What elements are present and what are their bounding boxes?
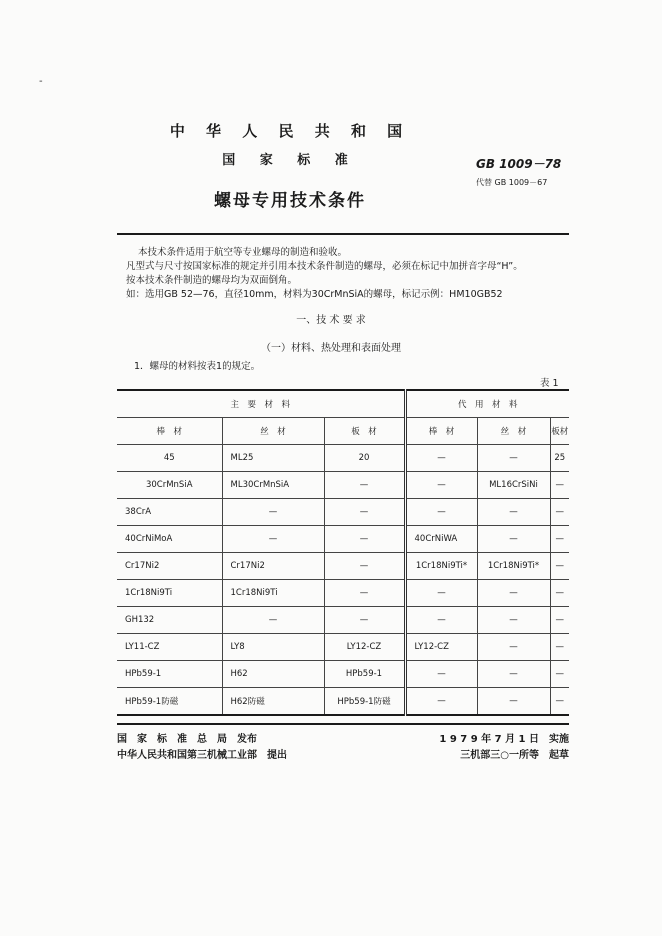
table-row (117, 580, 569, 607)
cell-wire-substitute: — (477, 445, 550, 472)
cell-bar-substitute: 1Cr18Ni9Ti* (405, 553, 477, 580)
document-title: 螺母专用技术条件 (214, 191, 366, 211)
col-header-wire: 丝 材 (222, 418, 324, 445)
cell-plate: — (324, 526, 405, 553)
standard-code: GB 1009－78 (476, 157, 562, 171)
cell-plate-substitute: — (550, 607, 569, 634)
country-heading: 中 华 人 民 共 和 国 (169, 122, 411, 140)
table-row (117, 472, 569, 499)
cell-wire: — (222, 499, 324, 526)
cell-wire: — (222, 607, 324, 634)
subsection-heading: （一）材料、热处理和表面处理 (261, 343, 401, 354)
cell-plate: LY12-CZ (324, 634, 405, 661)
col-header-plate-substitute: 板材 (550, 418, 569, 445)
cell-plate-substitute: — (550, 526, 569, 553)
group-header-substitute: 代 用 材 料 (405, 390, 569, 418)
cell-plate-substitute: — (550, 472, 569, 499)
col-header-bar-substitute: 棒 材 (405, 418, 477, 445)
replaces-code: 代替 GB 1009－67 (476, 178, 548, 187)
cell-bar: 38CrA (117, 499, 222, 526)
cell-plate: HPb59-1 (324, 661, 405, 688)
effective-date: 1 9 7 9 年 7 月 1 日 实施 (439, 734, 569, 745)
intro-paragraph-3: 按本技术条件制造的螺母均为双面倒角。 (126, 275, 298, 286)
cell-bar: 45 (117, 445, 222, 472)
cell-plate: — (324, 553, 405, 580)
cell-bar: 30CrMnSiA (117, 472, 222, 499)
table-label: 表 1 (540, 378, 559, 389)
cell-plate: — (324, 499, 405, 526)
cell-wire-substitute: — (477, 688, 550, 716)
cell-wire: LY8 (222, 634, 324, 661)
cell-plate: — (324, 580, 405, 607)
cell-bar-substitute: — (405, 688, 477, 716)
col-header-plate: 板 材 (324, 418, 405, 445)
intro-paragraph-4: 如：选用GB 52—76，直径10mm，材料为30CrMnSiA的螺母，标记示例：HM10GB52 (126, 289, 503, 300)
standard-type-heading: 国 家 标 准 (222, 153, 358, 168)
item-1: 1．螺母的材料按表1的规定。 (134, 361, 261, 372)
proposer: 中华人民共和国第三机械工业部 提出 (117, 750, 287, 761)
col-header-bar: 棒 材 (117, 418, 222, 445)
drafter: 三机部三○一所等 起草 (460, 750, 569, 761)
cell-wire: Cr17Ni2 (222, 553, 324, 580)
header-rule (117, 233, 569, 235)
intro-paragraph-2: 凡型式与尺寸按国家标准的规定并引用本技术条件制造的螺母，必须在标记中加拼音字母“H”。 (126, 261, 523, 272)
cell-bar: HPb59-1防磁 (117, 688, 222, 716)
cell-plate-substitute: — (550, 580, 569, 607)
cell-wire-substitute: — (477, 607, 550, 634)
cell-bar: 40CrNiMoA (117, 526, 222, 553)
cell-bar-substitute: — (405, 661, 477, 688)
section-heading: 一、技 术 要 求 (296, 315, 366, 326)
cell-bar: GH132 (117, 607, 222, 634)
intro-paragraph-1: 本技术条件适用于航空等专业螺母的制造和验收。 (138, 247, 348, 258)
table-row (117, 526, 569, 553)
cell-bar-substitute: — (405, 499, 477, 526)
cell-wire: H62 (222, 661, 324, 688)
cell-wire-substitute: 1Cr18Ni9Ti* (477, 553, 550, 580)
cell-wire-substitute: ML16CrSiNi (477, 472, 550, 499)
cell-wire: — (222, 526, 324, 553)
cell-wire-substitute: — (477, 661, 550, 688)
cell-wire: 1Cr18Ni9Ti (222, 580, 324, 607)
cell-bar: LY11-CZ (117, 634, 222, 661)
cell-bar-substitute: — (405, 580, 477, 607)
cell-wire-substitute: — (477, 526, 550, 553)
cell-wire: ML25 (222, 445, 324, 472)
cell-plate: HPb59-1防磁 (324, 688, 405, 716)
scan-mark: - (39, 76, 43, 87)
cell-bar-substitute: — (405, 472, 477, 499)
table-row (117, 634, 569, 661)
table-row (117, 661, 569, 688)
table-row (117, 607, 569, 634)
cell-bar-substitute: LY12-CZ (405, 634, 477, 661)
table-row (117, 553, 569, 580)
cell-plate: — (324, 472, 405, 499)
cell-bar-substitute: — (405, 445, 477, 472)
cell-bar: Cr17Ni2 (117, 553, 222, 580)
footer-rule (117, 723, 569, 725)
cell-plate-substitute: — (550, 553, 569, 580)
cell-wire: ML30CrMnSiA (222, 472, 324, 499)
col-header-wire-substitute: 丝 材 (477, 418, 550, 445)
cell-wire-substitute: — (477, 634, 550, 661)
cell-plate-substitute: — (550, 688, 569, 716)
cell-plate: — (324, 607, 405, 634)
group-header-main: 主 要 材 料 (117, 390, 405, 418)
cell-plate-substitute: 25 (550, 445, 569, 472)
cell-plate-substitute: — (550, 661, 569, 688)
cell-plate-substitute: — (550, 499, 569, 526)
material-table (117, 389, 569, 716)
table-row (117, 499, 569, 526)
cell-bar: HPb59-1 (117, 661, 222, 688)
cell-wire: H62防磁 (222, 688, 324, 716)
cell-bar-substitute: 40CrNiWA (405, 526, 477, 553)
table-row (117, 445, 569, 472)
cell-bar-substitute: — (405, 607, 477, 634)
cell-wire-substitute: — (477, 499, 550, 526)
cell-plate: 20 (324, 445, 405, 472)
issuer: 国 家 标 准 总 局 发布 (117, 734, 257, 745)
cell-plate-substitute: — (550, 634, 569, 661)
cell-bar: 1Cr18Ni9Ti (117, 580, 222, 607)
table-row (117, 688, 569, 716)
cell-wire-substitute: — (477, 580, 550, 607)
